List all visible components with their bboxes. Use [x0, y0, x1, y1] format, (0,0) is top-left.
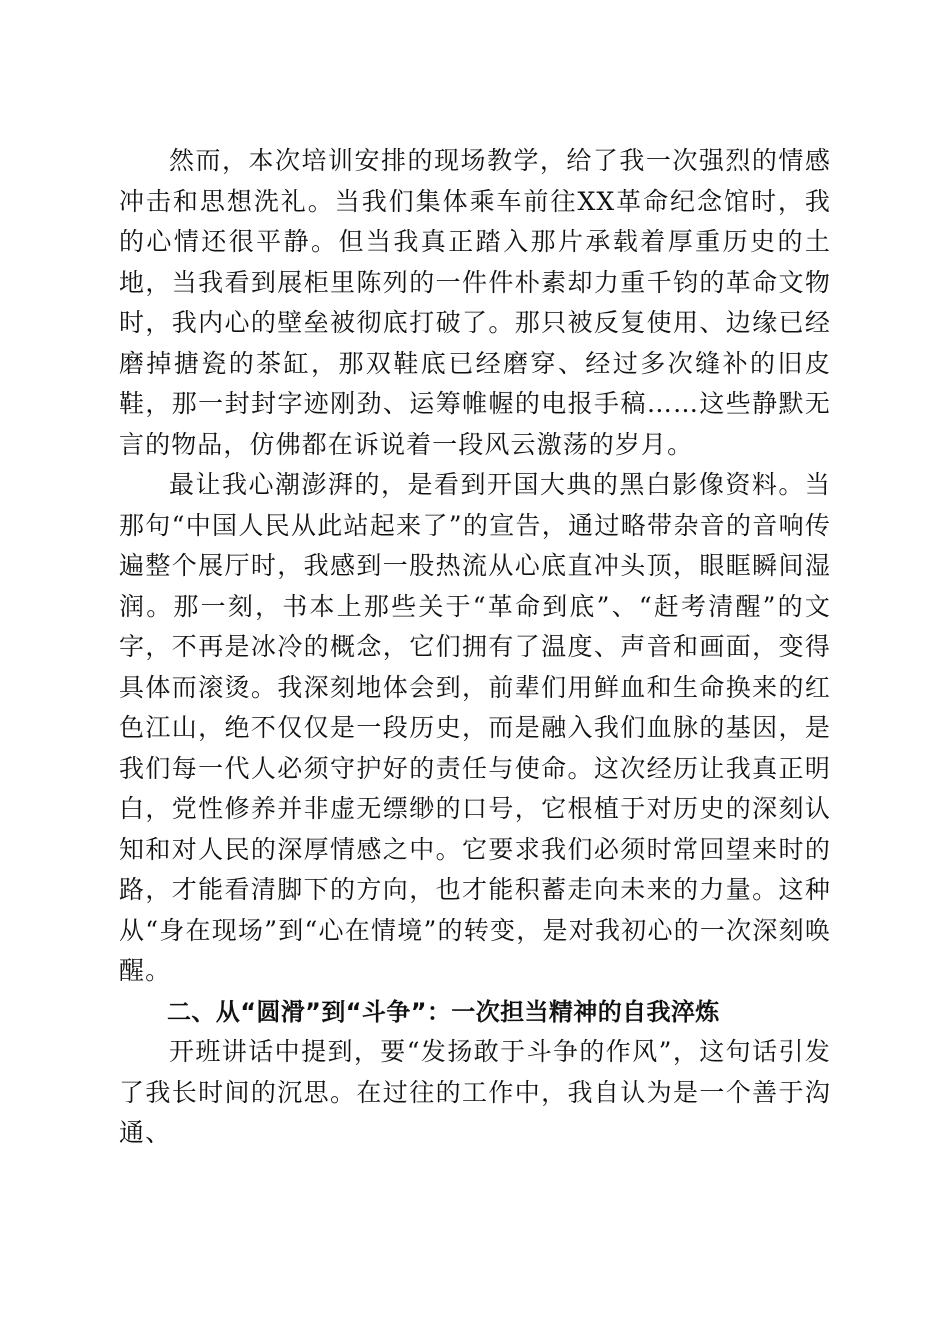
paragraph-struggle: 开班讲话中提到，要“发扬敢于斗争的作风”，这句话引发了我长时间的沉思。在过往的工作中，我自认为是一个善于沟通、: [119, 1037, 831, 1147]
paragraph-site-visit: 然而，本次培训安排的现场教学，给了我一次强烈的情感冲击和思想洗礼。当我们集体乘车前往XX革命纪念馆时，我的心情还很平静。但当我真正踏入那片承载着厚重历史的土地，当我看到展柜里陈列的一件件朴素却力重千钧的革命文物时，我内心的壁垒被彻底打破了。那只被反复使用、边缘已经磨掉搪瓷的茶缸，那双鞋底已经磨穿、经过多次缝补的旧皮鞋，那一封封字迹刚劲、运筹帷幄的电报手稿……这些静默无言的物品，仿佛都在诉说着一段风云激荡的岁月。: [119, 146, 831, 459]
document-body: [119, 141, 831, 1154]
paragraph-founding-ceremony: 最让我心潮澎湃的，是看到开国大典的黑白影像资料。当那句“中国人民从此站起来了”的宣告，通过略带杂音的音响传遍整个展厅时，我感到一股热流从心底直冲头顶，眼眶瞬间湿润。那一刻，书本上那些关于“革命到底”、“赶考清醒”的文字，不再是冰冷的概念，它们拥有了温度、声音和画面，变得具体而滚烫。我深刻地体会到，前辈们用鲜血和生命换来的红色江山，绝不仅仅是一段历史，而是融入我们血脉的基因，是我们每一代人必须守护好的责任与使命。这次经历让我真正明白，党性修养并非虚无缥缈的口号，它根植于对历史的深刻认知和对人民的深厚情感之中。它要求我们必须时常回望来时的路，才能看清脚下的方向，也才能积蓄走向未来的力量。这种从“身在现场”到“心在情境”的转变，是对我初心的一次深刻唤醒。: [119, 470, 831, 985]
section-heading: 二、从“圆滑”到“斗争”：一次担当精神的自我淬炼: [167, 997, 720, 1026]
